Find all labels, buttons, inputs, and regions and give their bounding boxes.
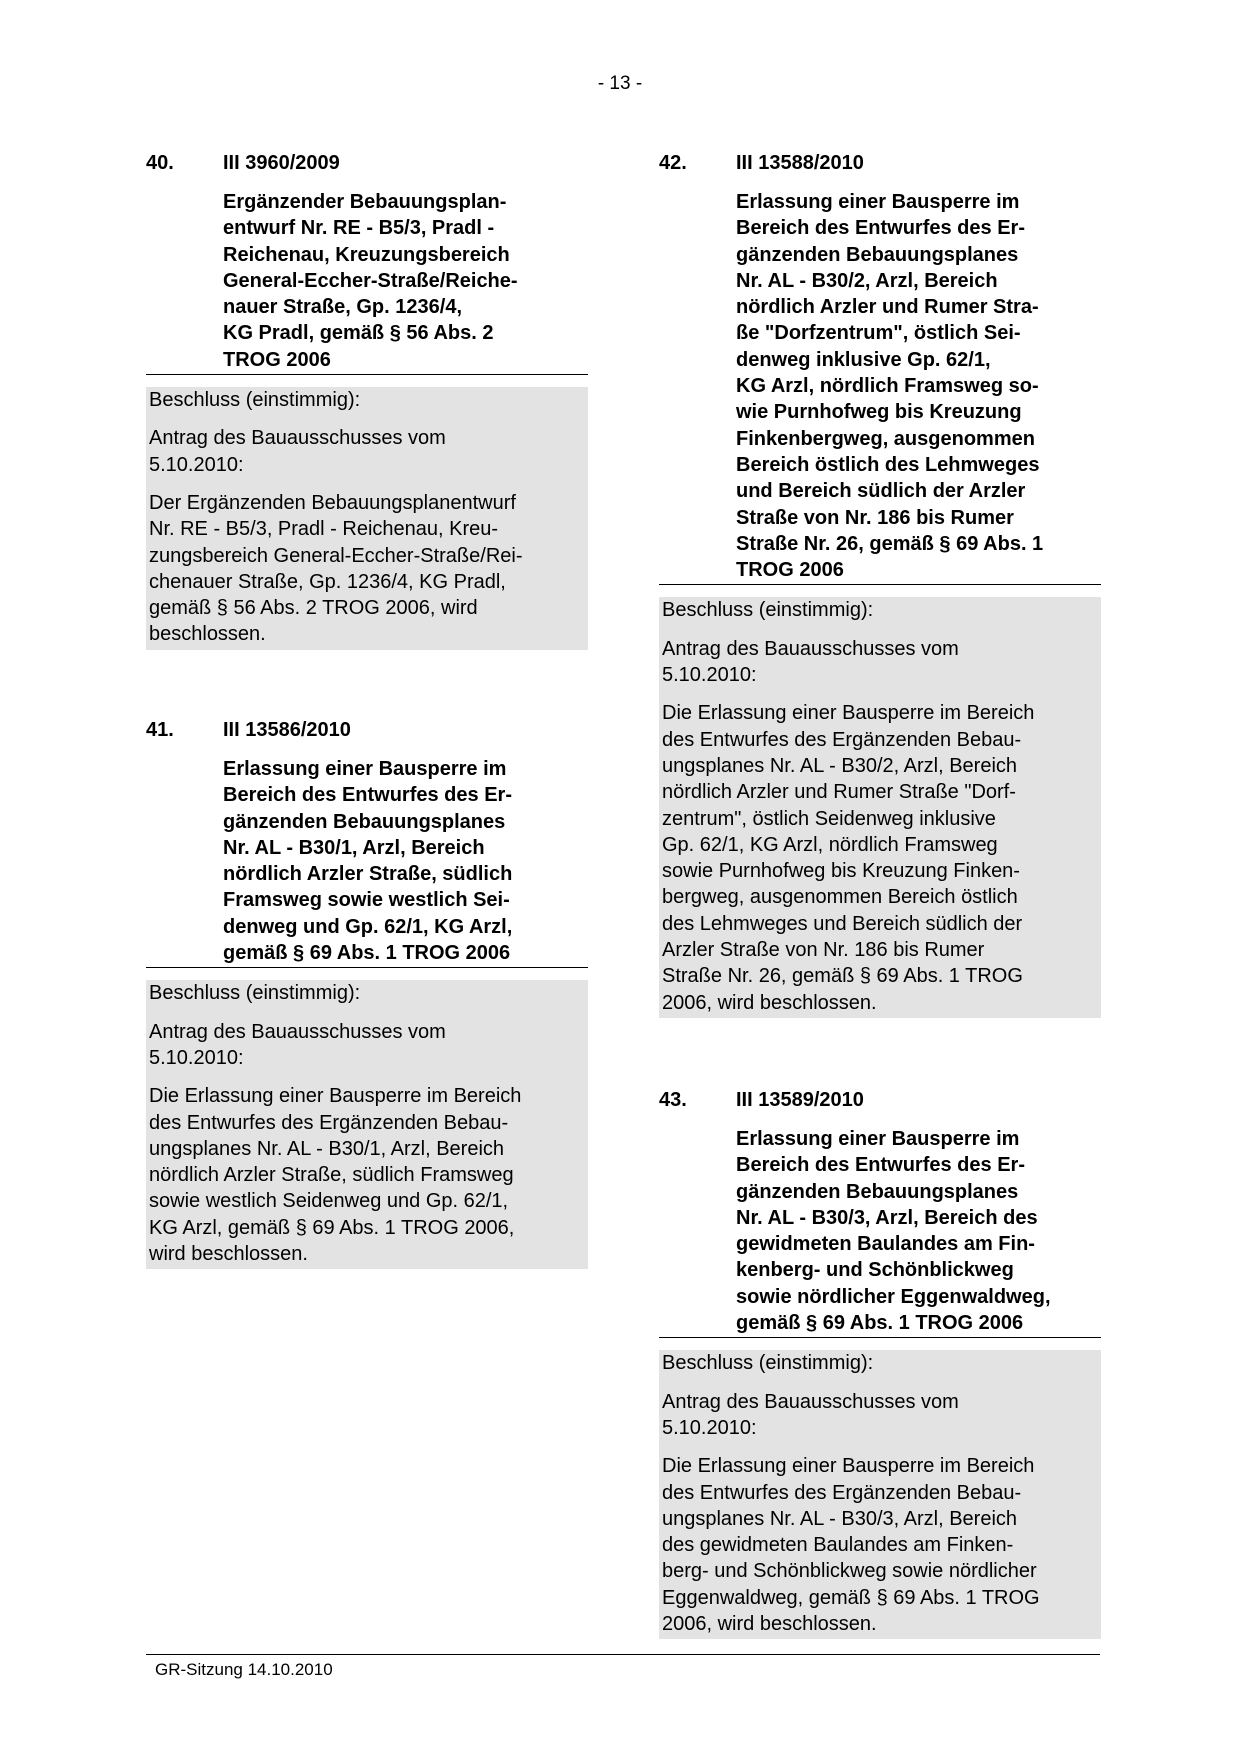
text-line: Eggenwaldweg, gemäß § 69 Abs. 1 TROG (662, 1586, 1040, 1609)
motion-text (149, 425, 588, 478)
title-line: gänzenden Bebauungsplanes (736, 243, 1019, 266)
title-divider (659, 584, 1101, 585)
title-line: Framsweg sowie westlich Sei- (223, 889, 510, 912)
text-line: beschlossen. (149, 623, 266, 646)
title-line: entwurf Nr. RE - B5/3, Pradl - (223, 217, 495, 240)
text-line: des Entwurfes des Ergänzenden Bebau- (662, 728, 1022, 751)
title-line: ße "Dorfzentrum", östlich Sei- (736, 322, 1021, 345)
text-line: Nr. RE - B5/3, Pradl - Reichenau, Kreu- (149, 518, 499, 541)
title-line: KG Arzl, nördlich Framsweg so- (736, 375, 1039, 398)
title-line: Bereich östlich des Lehmweges (736, 453, 1040, 476)
title-divider (659, 1337, 1101, 1338)
item-reference: III 13586/2010 (223, 719, 351, 741)
title-line: gewidmeten Baulandes am Fin- (736, 1233, 1035, 1256)
title-line: Nr. AL - B30/1, Arzl, Bereich (223, 836, 485, 859)
motion-text (662, 1389, 1101, 1442)
title-line: gänzenden Bebauungsplanes (223, 810, 506, 833)
decision-box (146, 387, 588, 650)
title-line: kenberg- und Schönblickweg (736, 1259, 1014, 1282)
motion-line: 5.10.2010: (662, 664, 757, 687)
text-line: des Entwurfes des Ergänzenden Bebau- (662, 1481, 1022, 1504)
text-line: wird beschlossen. (149, 1243, 308, 1266)
decision-box (146, 980, 588, 1269)
text-line: zentrum", östlich Seidenweg inklusive (662, 807, 996, 830)
title-divider (146, 374, 588, 375)
title-line: Erlassung einer Bausperre im (223, 758, 507, 780)
title-line: Nr. AL - B30/2, Arzl, Bereich (736, 269, 998, 292)
item-number: 42. (659, 152, 687, 174)
title-line: Straße Nr. 26, gemäß § 69 Abs. 1 (736, 532, 1044, 555)
item-number: 41. (146, 719, 174, 741)
decision-box (659, 1350, 1101, 1639)
motion-text (662, 636, 1101, 689)
text-line: Gp. 62/1, KG Arzl, nördlich Framsweg (662, 833, 998, 856)
title-line: Bereich des Entwurfes des Er- (223, 784, 512, 807)
text-line: KG Arzl, gemäß § 69 Abs. 1 TROG 2006, (149, 1216, 515, 1239)
decision-text (149, 1083, 588, 1267)
page-number: - 13 - (597, 73, 643, 94)
text-line: chenauer Straße, Gp. 1236/4, KG Pradl, (149, 570, 506, 593)
item-title (736, 189, 1101, 583)
text-line: des Lehmweges und Bereich südlich der (662, 912, 1023, 935)
text-line: Straße Nr. 26, gemäß § 69 Abs. 1 TROG (662, 965, 1023, 988)
decision-box (659, 597, 1101, 1017)
text-line: sowie westlich Seidenweg und Gp. 62/1, (149, 1190, 509, 1213)
title-line: Straße von Nr. 186 bis Rumer (736, 506, 1014, 529)
title-line: Nr. AL - B30/3, Arzl, Bereich des (736, 1206, 1038, 1229)
item-reference: III 13589/2010 (736, 1089, 864, 1111)
motion-line: 5.10.2010: (149, 453, 244, 476)
decision-label: Beschluss (einstimmig): (149, 389, 361, 412)
text-line: gemäß § 56 Abs. 2 TROG 2006, wird (149, 597, 478, 620)
item-title (223, 189, 588, 373)
decision-text (662, 1453, 1101, 1637)
text-line: ungsplanes Nr. AL - B30/2, Arzl, Bereich (662, 754, 1018, 777)
motion-line: Antrag des Bauausschusses vom (662, 1390, 959, 1413)
title-line: Erlassung einer Bausperre im (736, 191, 1020, 213)
footer-divider (146, 1654, 1100, 1655)
title-line: Ergänzender Bebauungsplan- (223, 191, 507, 213)
item-title (736, 1126, 1101, 1336)
text-line: des Entwurfes des Ergänzenden Bebau- (149, 1111, 509, 1134)
footer-session-label: GR-Sitzung 14.10.2010 (155, 1660, 333, 1679)
title-line: KG Pradl, gemäß § 56 Abs. 2 (223, 322, 494, 345)
title-line: nauer Straße, Gp. 1236/4, (223, 296, 462, 319)
decision-label: Beschluss (einstimmig): (662, 1352, 874, 1375)
title-line: General-Eccher-Straße/Reiche- (223, 269, 518, 292)
text-line: nördlich Arzler Straße, südlich Framsweg (149, 1164, 514, 1187)
text-line: sowie Purnhofweg bis Kreuzung Finken- (662, 860, 1020, 883)
title-line: nördlich Arzler Straße, südlich (223, 863, 513, 886)
agenda-item-43 (659, 1087, 1101, 1639)
title-line: gänzenden Bebauungsplanes (736, 1180, 1019, 1203)
motion-line: 5.10.2010: (149, 1046, 244, 1069)
text-line: bergweg, ausgenommen Bereich östlich (662, 886, 1018, 909)
text-line: ungsplanes Nr. AL - B30/3, Arzl, Bereich (662, 1507, 1018, 1530)
item-reference: III 13588/2010 (736, 152, 864, 174)
item-title (223, 756, 588, 966)
text-line: ungsplanes Nr. AL - B30/1, Arzl, Bereich (149, 1137, 505, 1160)
title-line: gemäß § 69 Abs. 1 TROG 2006 (223, 942, 511, 965)
motion-text (149, 1019, 588, 1072)
text-line: zungsbereich General-Eccher-Straße/Rei- (149, 544, 523, 567)
title-line: denweg inklusive Gp. 62/1, (736, 348, 991, 371)
decision-text (149, 490, 588, 648)
title-line: wie Purnhofweg bis Kreuzung (736, 401, 1022, 424)
text-line: berg- und Schönblickweg sowie nördlicher (662, 1560, 1037, 1583)
text-line: des gewidmeten Baulandes am Finken- (662, 1534, 1014, 1557)
title-line: sowie nördlicher Eggenwaldweg, (736, 1285, 1051, 1308)
motion-line: Antrag des Bauausschusses vom (149, 1020, 446, 1043)
text-line: nördlich Arzler und Rumer Straße "Dorf- (662, 781, 1016, 804)
motion-line: Antrag des Bauausschusses vom (662, 637, 959, 660)
text-line: Arzler Straße von Nr. 186 bis Rumer (662, 939, 985, 962)
agenda-item-41 (146, 717, 588, 1269)
title-line: denweg und Gp. 62/1, KG Arzl, (223, 915, 513, 938)
text-line: 2006, wird beschlossen. (662, 1613, 877, 1636)
decision-label: Beschluss (einstimmig): (662, 599, 874, 622)
title-line: Erlassung einer Bausperre im (736, 1128, 1020, 1150)
text-line: Die Erlassung einer Bausperre im Bereich (662, 702, 1035, 725)
text-line: Der Ergänzenden Bebauungsplanentwurf (149, 491, 516, 514)
agenda-item-40 (146, 150, 588, 650)
title-line: Bereich des Entwurfes des Er- (736, 1154, 1025, 1177)
title-line: TROG 2006 (223, 348, 331, 371)
title-line: gemäß § 69 Abs. 1 TROG 2006 (736, 1312, 1024, 1335)
title-line: und Bereich südlich der Arzler (736, 480, 1026, 503)
item-reference: III 3960/2009 (223, 152, 340, 174)
agenda-item-42 (659, 150, 1101, 1018)
title-divider (146, 967, 588, 968)
motion-line: 5.10.2010: (662, 1416, 757, 1439)
item-number: 40. (146, 152, 174, 174)
title-line: Reichenau, Kreuzungsbereich (223, 243, 510, 266)
text-line: 2006, wird beschlossen. (662, 991, 877, 1014)
title-line: TROG 2006 (736, 559, 844, 582)
title-line: Finkenbergweg, ausgenommen (736, 427, 1035, 450)
motion-line: Antrag des Bauausschusses vom (149, 427, 446, 450)
item-number: 43. (659, 1089, 687, 1111)
decision-text (662, 700, 1101, 1016)
text-line: Die Erlassung einer Bausperre im Bereich (149, 1085, 522, 1108)
text-line: Die Erlassung einer Bausperre im Bereich (662, 1455, 1035, 1478)
decision-label: Beschluss (einstimmig): (149, 982, 361, 1005)
title-line: Bereich des Entwurfes des Er- (736, 217, 1025, 240)
title-line: nördlich Arzler und Rumer Stra- (736, 296, 1039, 319)
